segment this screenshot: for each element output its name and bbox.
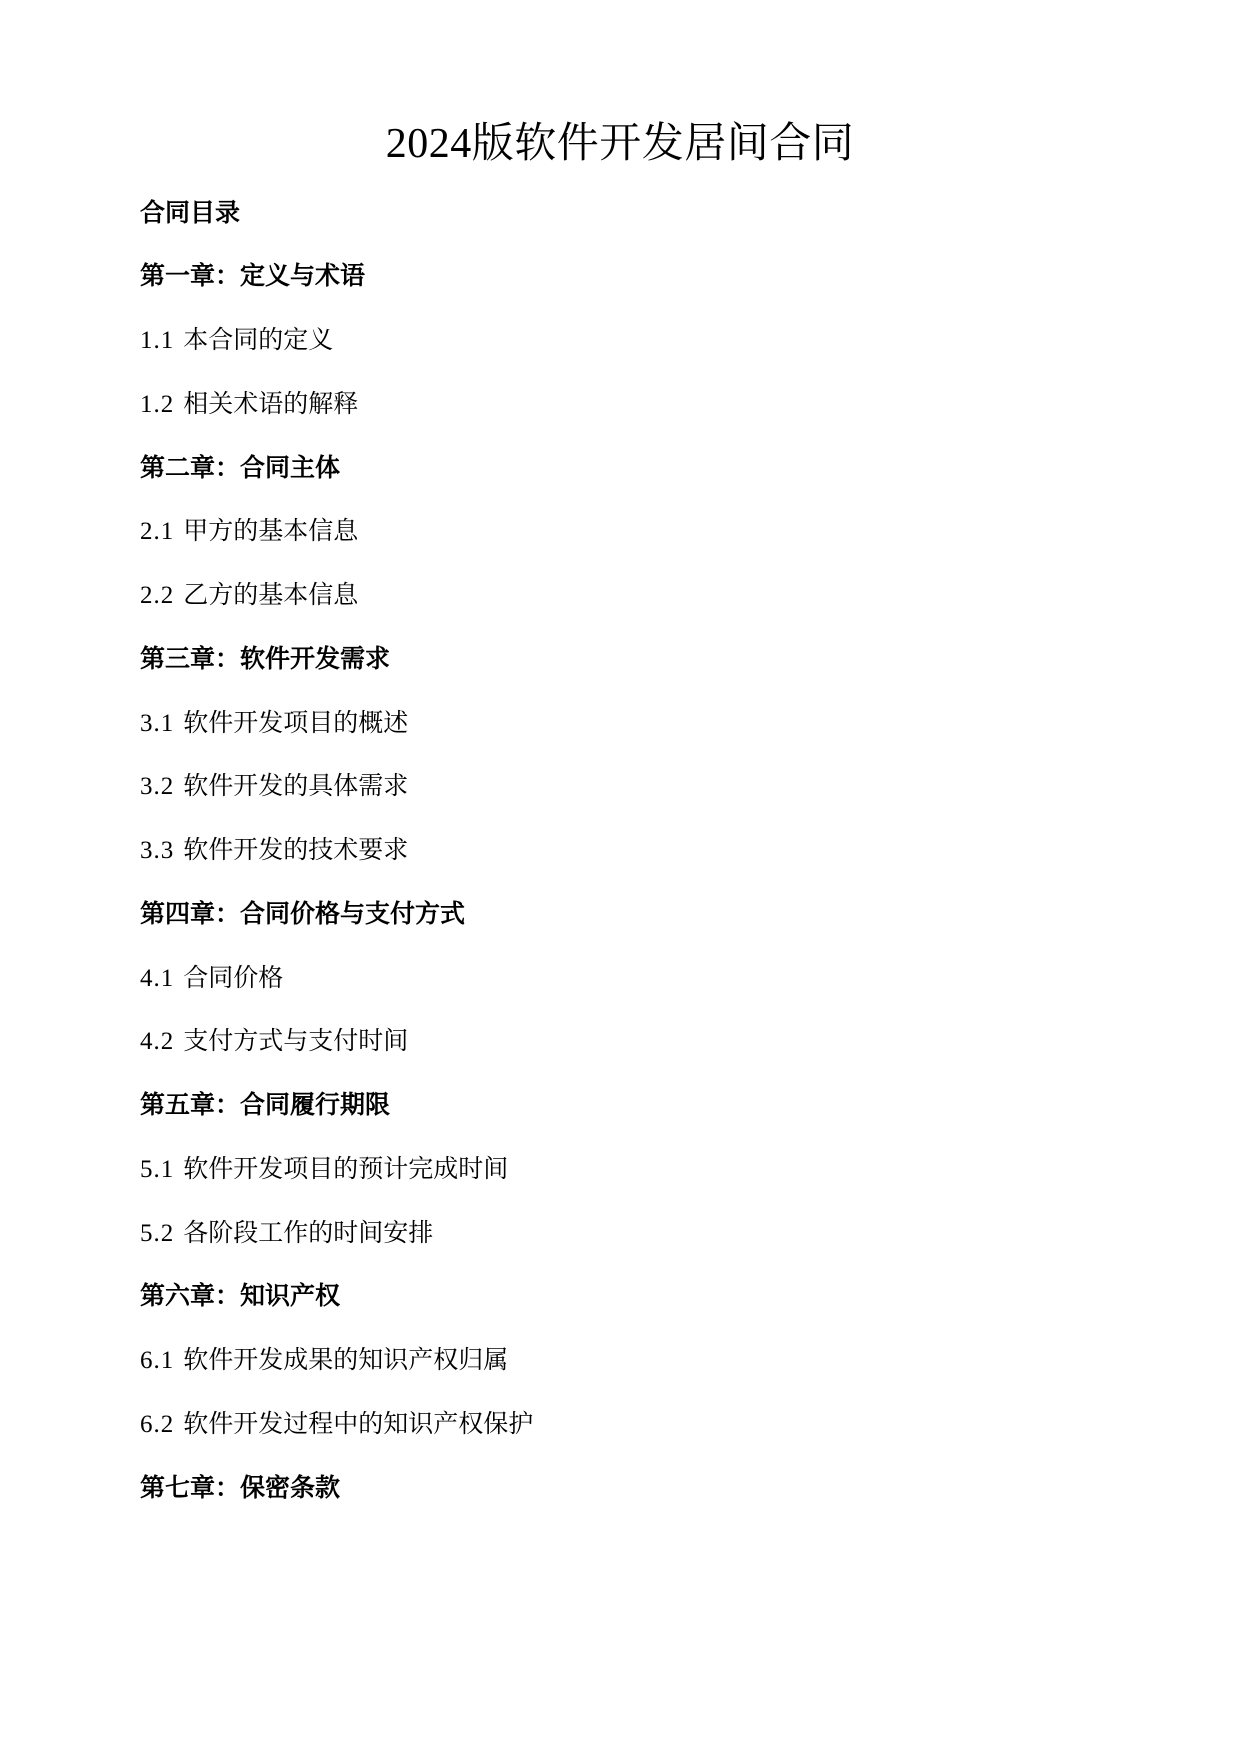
toc-heading: 合同目录 bbox=[140, 198, 241, 227]
toc-entry[interactable] bbox=[140, 770, 1100, 804]
toc-entry-label: 各阶段工作的时间安排 bbox=[183, 1219, 434, 1247]
toc-chapter-heading[interactable]: 第二章：合同主体 bbox=[140, 453, 341, 482]
toc-entry-label: 软件开发项目的预计完成时间 bbox=[183, 1155, 509, 1183]
toc-entry[interactable] bbox=[140, 324, 1100, 358]
table-of-contents bbox=[140, 260, 1100, 1505]
toc-entry-label: 软件开发过程中的知识产权保护 bbox=[183, 1410, 534, 1438]
toc-entry-label: 软件开发的具体需求 bbox=[183, 773, 409, 801]
toc-entry[interactable] bbox=[140, 962, 1100, 996]
page-title: 2024版软件开发居间合同 bbox=[385, 121, 855, 167]
toc-entry-number: 6.2 bbox=[140, 1410, 175, 1438]
toc-entry[interactable] bbox=[140, 834, 1100, 868]
toc-entry-label: 本合同的定义 bbox=[183, 327, 334, 354]
toc-entry-number: 3.1 bbox=[140, 709, 175, 737]
toc-entry-label: 软件开发成果的知识产权归属 bbox=[183, 1347, 509, 1374]
toc-entry[interactable] bbox=[140, 515, 1100, 549]
toc-chapter-heading[interactable]: 第七章：保密条款 bbox=[140, 1473, 341, 1502]
toc-entry-number: 6.1 bbox=[140, 1347, 175, 1374]
toc-entry-number: 3.2 bbox=[140, 773, 175, 801]
toc-entry[interactable] bbox=[140, 1408, 1100, 1442]
toc-entry-number: 4.1 bbox=[140, 964, 175, 992]
toc-entry[interactable] bbox=[140, 1153, 1100, 1187]
toc-entry[interactable] bbox=[140, 1025, 1100, 1059]
toc-entry[interactable] bbox=[140, 388, 1100, 422]
toc-entry[interactable] bbox=[140, 1217, 1100, 1251]
toc-entry[interactable] bbox=[140, 707, 1100, 741]
toc-entry-label: 甲方的基本信息 bbox=[183, 518, 359, 546]
toc-chapter-heading[interactable]: 第六章：知识产权 bbox=[140, 1282, 341, 1311]
toc-chapter-heading[interactable]: 第三章：软件开发需求 bbox=[140, 644, 391, 673]
toc-entry-label: 支付方式与支付时间 bbox=[183, 1028, 409, 1056]
toc-entry-number: 1.1 bbox=[140, 327, 175, 354]
toc-entry-number: 1.2 bbox=[140, 390, 175, 418]
toc-entry-label: 合同价格 bbox=[183, 964, 284, 992]
toc-entry-label: 软件开发的技术要求 bbox=[183, 837, 409, 864]
toc-entry-label: 软件开发项目的概述 bbox=[183, 709, 409, 737]
toc-chapter-heading[interactable]: 第四章：合同价格与支付方式 bbox=[140, 899, 466, 928]
toc-entry-number: 2.2 bbox=[140, 582, 175, 609]
toc-entry-number: 5.2 bbox=[140, 1219, 175, 1247]
toc-chapter-heading[interactable]: 第一章：定义与术语 bbox=[140, 262, 366, 291]
toc-chapter-heading[interactable]: 第五章：合同履行期限 bbox=[140, 1091, 391, 1119]
toc-entry-number: 5.1 bbox=[140, 1155, 175, 1183]
toc-entry-number: 3.3 bbox=[140, 837, 175, 864]
toc-entry[interactable] bbox=[140, 579, 1100, 613]
toc-entry-label: 相关术语的解释 bbox=[183, 390, 359, 418]
toc-entry-number: 2.1 bbox=[140, 518, 175, 546]
toc-entry[interactable] bbox=[140, 1344, 1100, 1378]
toc-entry-label: 乙方的基本信息 bbox=[183, 582, 359, 609]
toc-entry-number: 4.2 bbox=[140, 1028, 175, 1056]
